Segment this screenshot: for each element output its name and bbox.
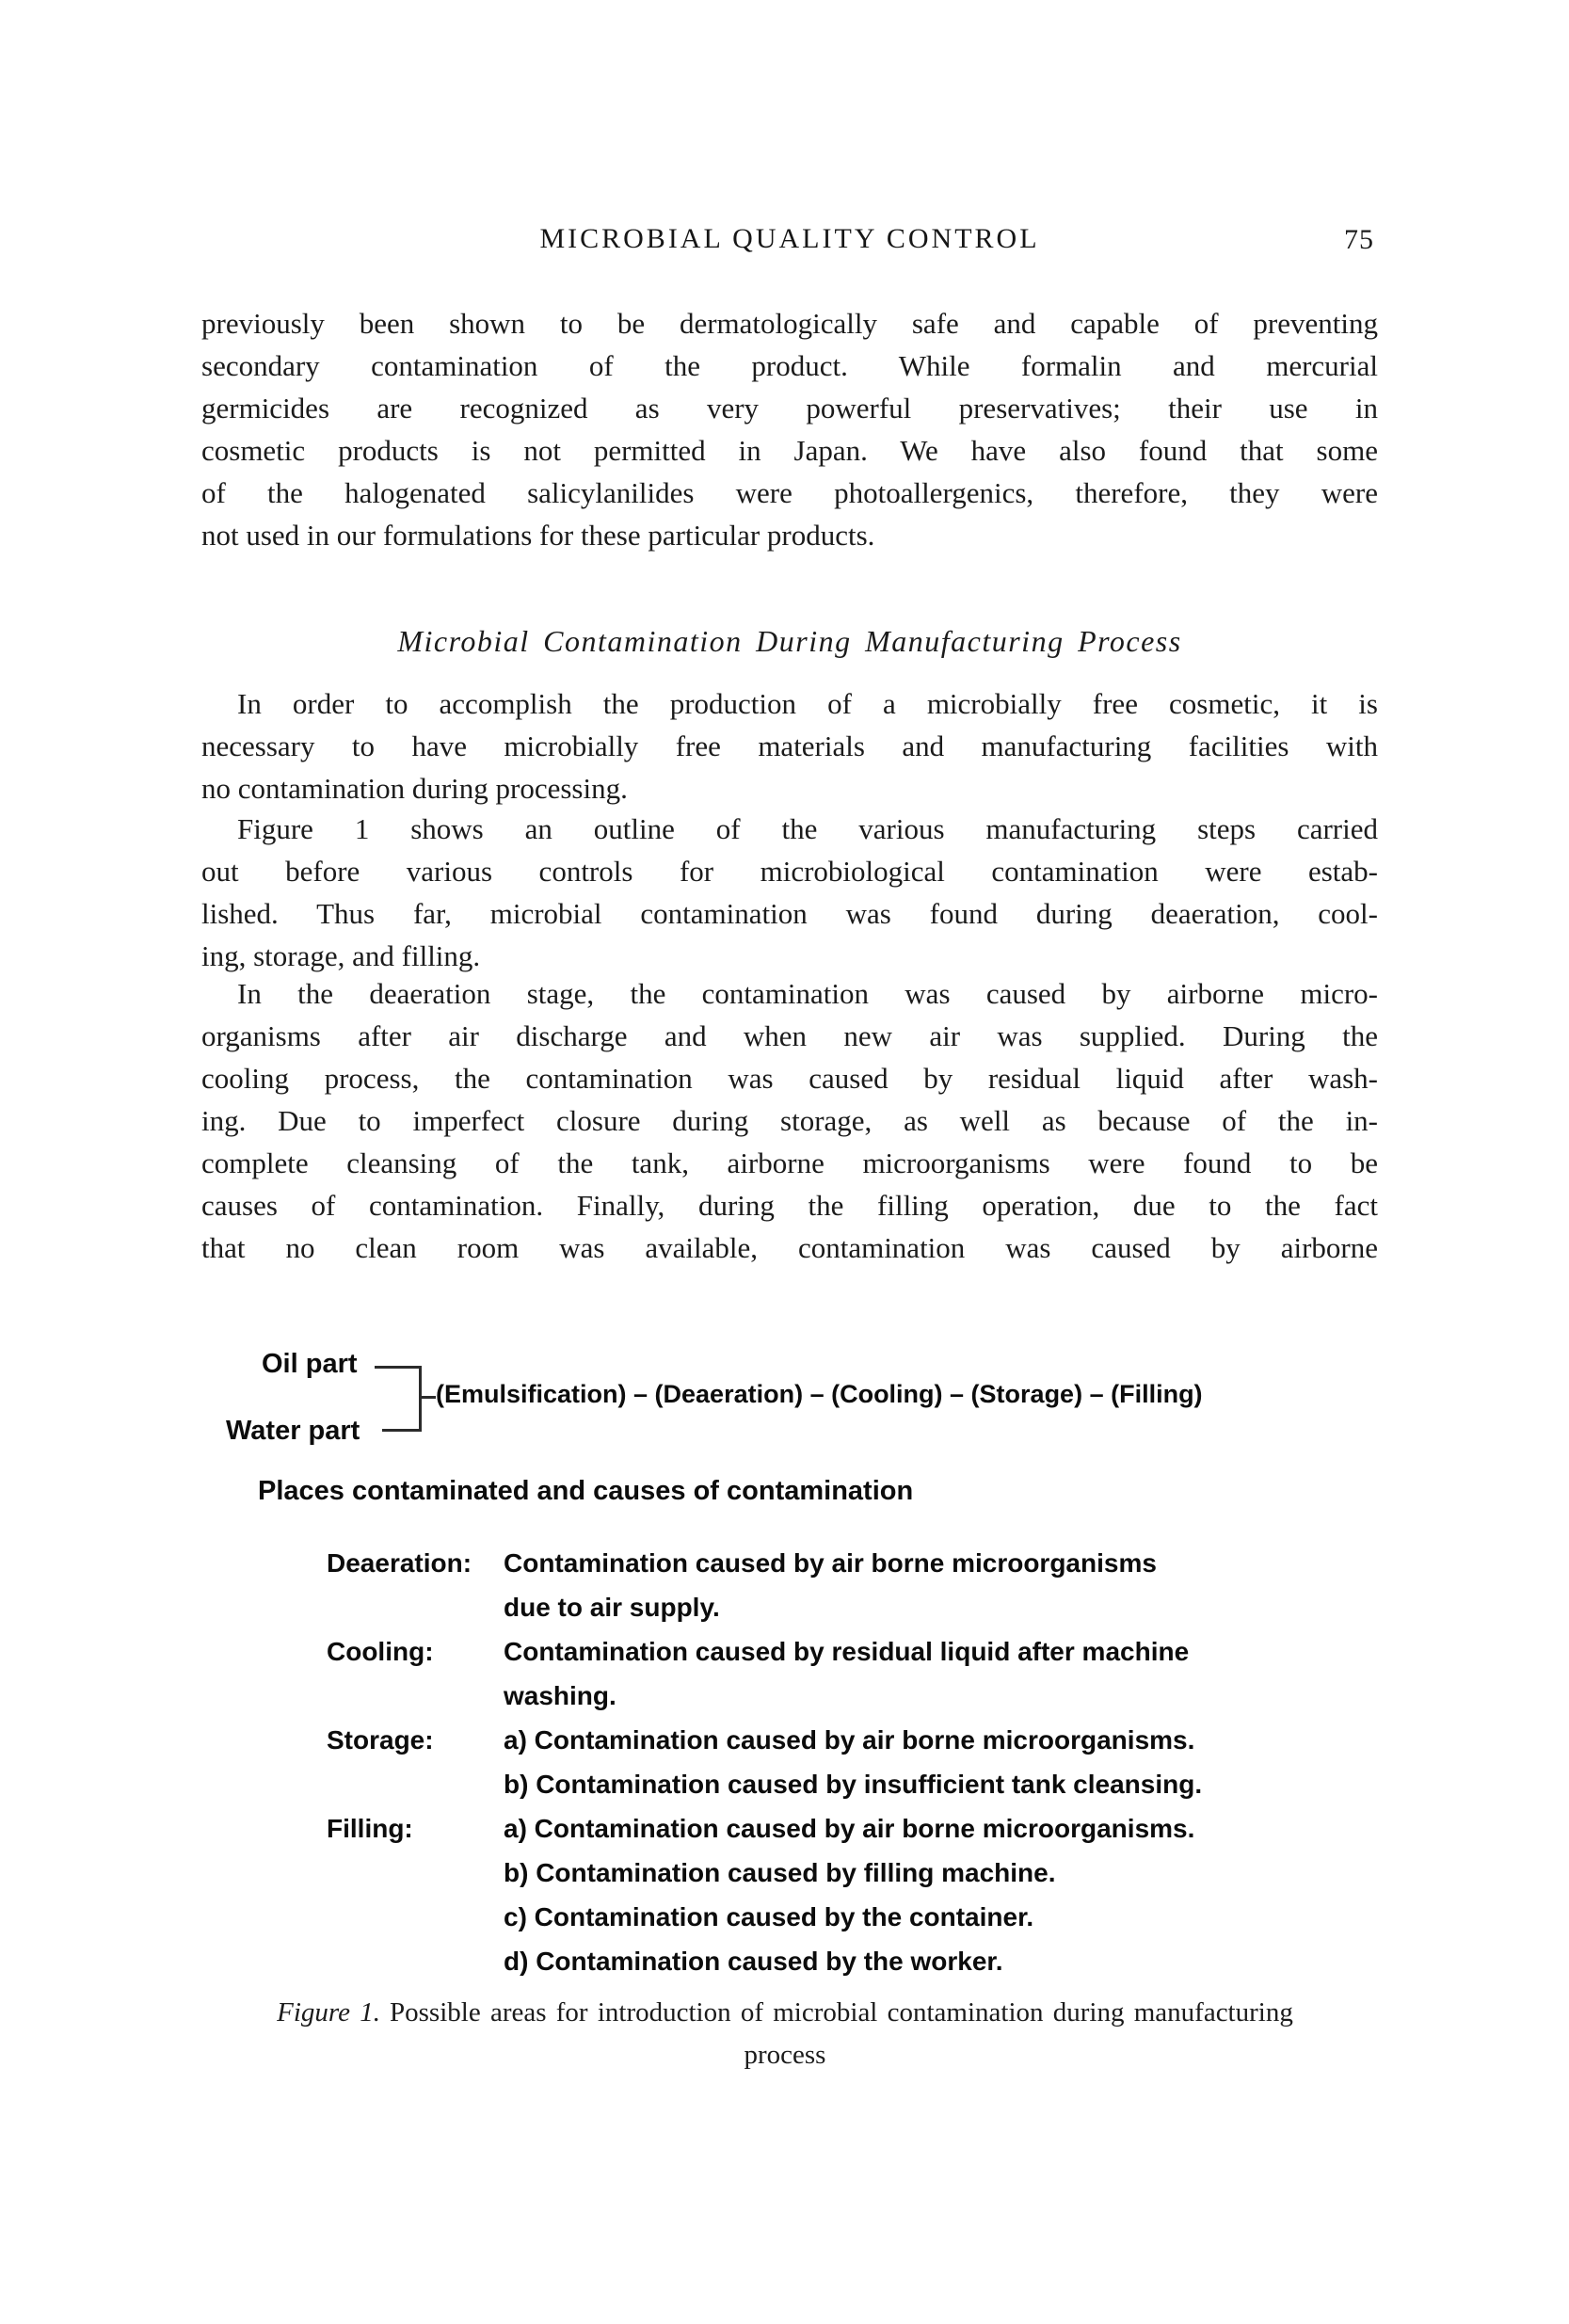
text-line: no contamination during processing. xyxy=(201,772,628,805)
paragraph-4 xyxy=(201,972,1378,1269)
water-part-label: Water part xyxy=(226,1416,360,1446)
text-line: necessary to have microbially free materials and manufacturing facilities with xyxy=(201,729,1378,762)
text-line: Figure 1 shows an outline of the various manufacturing steps carried xyxy=(237,812,1378,845)
item-label: Filling: xyxy=(327,1814,413,1843)
oil-connector-line xyxy=(375,1366,422,1369)
text-line: cosmetic products is not permitted in Japan. We have also found that some xyxy=(201,434,1378,467)
caption-line-2: process xyxy=(744,2040,826,2070)
text-line: causes of contamination. Finally, during the filling operation, due to the fact xyxy=(201,1189,1378,1222)
list-item-storage xyxy=(327,1718,1385,1806)
item-lines xyxy=(504,1541,1385,1629)
text-line: In order to accomplish the production of a microbially free cosmetic, it is xyxy=(237,687,1378,720)
caption-line-1 xyxy=(136,1992,1434,2034)
text-line: a) Contamination caused by air borne microorganisms. xyxy=(504,1725,1195,1755)
item-label: Deaeration: xyxy=(327,1548,472,1578)
section-heading: Microbial Contamination During Manufacturing Process xyxy=(397,624,1182,658)
process-flow-diagram xyxy=(201,1346,1381,1451)
text-line: Contamination caused by residual liquid after machine xyxy=(504,1637,1190,1666)
item-lines xyxy=(504,1629,1385,1718)
text-line: ing. Due to imperfect closure during storage, as well as because of the in- xyxy=(201,1104,1378,1137)
text-line: of the halogenated salicylanilides were photoallergenics, therefore, they were xyxy=(201,476,1378,509)
text-line: cooling process, the contamination was caused by residual liquid after wash- xyxy=(201,1062,1378,1095)
text-line: Contamination caused by air borne microorganisms xyxy=(504,1548,1157,1578)
item-label: Storage: xyxy=(327,1725,434,1755)
bracket-mid-dash xyxy=(419,1396,436,1399)
text-line: secondary contamination of the product. While formalin and mercurial xyxy=(201,349,1378,382)
text-line: previously been shown to be dermatologically safe and capable of preventing xyxy=(201,307,1378,340)
text-line: that no clean room was available, contamination was caused by airborne xyxy=(201,1231,1378,1264)
text-line: out before various controls for microbiological contamination were estab- xyxy=(201,855,1378,888)
text-line: In the deaeration stage, the contamination was caused by airborne micro- xyxy=(237,977,1378,1010)
bracket-vertical-line xyxy=(419,1366,422,1432)
item-label: Cooling: xyxy=(327,1637,434,1666)
text-line: complete cleansing of the tank, airborne microorganisms were found to be xyxy=(201,1146,1378,1179)
text-line: b) Contamination caused by filling machine. xyxy=(504,1858,1056,1887)
figure-caption xyxy=(136,1992,1434,2076)
figure-number-label: Figure 1. xyxy=(277,1997,381,2027)
text-line: a) Contamination caused by air borne microorganisms. xyxy=(504,1814,1195,1843)
text-line: b) Contamination caused by insufficient tank cleansing. xyxy=(504,1770,1203,1799)
oil-part-label: Oil part xyxy=(262,1349,358,1379)
text-line: not used in our formulations for these particular products. xyxy=(201,519,875,552)
text-line: ing, storage, and filling. xyxy=(201,939,481,972)
text-line: washing. xyxy=(504,1681,616,1710)
water-connector-line xyxy=(382,1429,422,1432)
list-item-deaeration xyxy=(327,1541,1385,1629)
page-header xyxy=(201,223,1378,261)
paragraph-1 xyxy=(201,302,1378,556)
contamination-causes-list xyxy=(327,1541,1385,1983)
list-item-filling xyxy=(327,1806,1385,1983)
process-chain-label: (Emulsification) – (Deaeration) – (Cooling) – (Storage) – (Filling) xyxy=(436,1380,1203,1408)
list-item-cooling xyxy=(327,1629,1385,1718)
running-title: MICROBIAL QUALITY CONTROL xyxy=(539,223,1040,254)
caption-text: Possible areas for introduction of microbial contamination during manufacturing xyxy=(390,1997,1293,2027)
paragraph-2 xyxy=(201,682,1378,809)
text-line: germicides are recognized as very powerful preservatives; their use in xyxy=(201,392,1378,425)
text-line: c) Contamination caused by the container. xyxy=(504,1902,1034,1931)
text-line: due to air supply. xyxy=(504,1593,720,1622)
paragraph-3 xyxy=(201,808,1378,977)
figure-subtitle: Places contaminated and causes of contamination xyxy=(258,1476,914,1506)
text-line: d) Contamination caused by the worker. xyxy=(504,1947,1003,1976)
text-line: lished. Thus far, microbial contamination was found during deaeration, cool- xyxy=(201,897,1378,930)
page-number: 75 xyxy=(1344,224,1374,255)
item-lines xyxy=(504,1806,1385,1983)
item-lines xyxy=(504,1718,1385,1806)
text-line: organisms after air discharge and when new air was supplied. During the xyxy=(201,1019,1378,1052)
